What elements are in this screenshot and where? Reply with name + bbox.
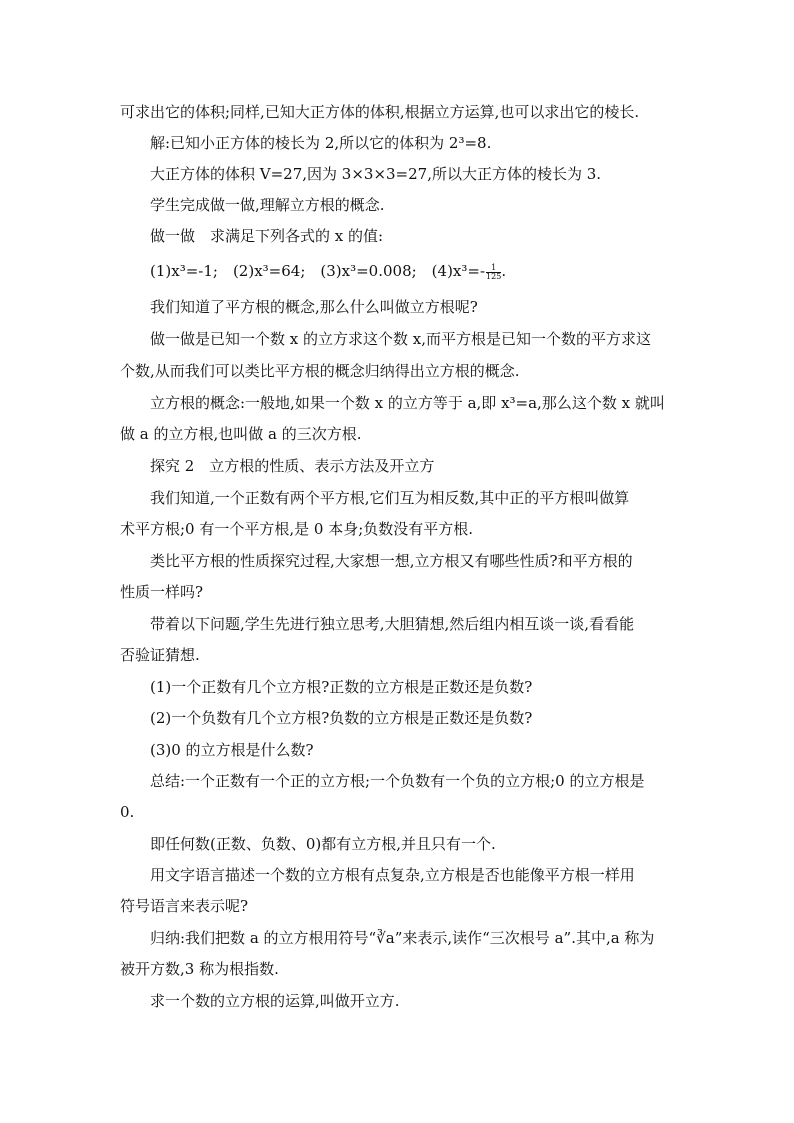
- equation-end: .: [501, 262, 507, 280]
- list-item: (2)一个负数有几个立方根?负数的立方根是正数还是负数?: [150, 709, 533, 727]
- paragraph-line: 求一个数的立方根的运算,叫做开立方.: [150, 992, 400, 1010]
- paragraph-line: 做 a 的立方根,也叫做 a 的三次方根.: [120, 425, 362, 443]
- paragraph-line: 归纳:我们把数 a 的立方根用符号“∛a”来表示,读作“三次根号 a”.其中,a 称为: [150, 929, 655, 947]
- paragraph-line: 类比平方根的性质探究过程,大家想一想,立方根又有哪些性质?和平方根的: [150, 552, 633, 570]
- paragraph-line: 做一做 求满足下列各式的 x 的值:: [150, 227, 384, 245]
- equation-text: (1)x³=-1; (2)x³=64; (3)x³=0.008; (4)x³=-: [150, 262, 486, 280]
- paragraph-line: 我们知道了平方根的概念,那么什么叫做立方根呢?: [150, 298, 478, 316]
- fraction: [486, 264, 501, 281]
- paragraph-line: 学生完成做一做,理解立方根的概念.: [150, 196, 385, 214]
- paragraph-line: 即任何数(正数、负数、0)都有立方根,并且只有一个.: [150, 835, 496, 853]
- paragraph-line: 我们知道,一个正数有两个平方根,它们互为相反数,其中正的平方根叫做算: [150, 489, 630, 507]
- paragraph-line: 符号语言来表示呢?: [120, 897, 249, 915]
- paragraph-line: 术平方根;0 有一个平方根,是 0 本身;负数没有平方根.: [120, 520, 474, 538]
- fraction-denominator: 125: [486, 271, 502, 281]
- paragraph-line: 立方根的概念:一般地,如果一个数 x 的立方等于 a,即 x³=a,那么这个数 x 就叫: [150, 394, 665, 412]
- list-item: (3)0 的立方根是什么数?: [150, 741, 314, 759]
- paragraph-line: 被开方数,3 称为根指数.: [120, 960, 279, 978]
- section-heading: 探究 2 立方根的性质、表示方法及开立方: [150, 457, 435, 475]
- paragraph-line: 做一做是已知一个数 x 的立方求这个数 x,而平方根是已知一个数的平方求这: [150, 330, 651, 348]
- list-item: (1)一个正数有几个立方根?正数的立方根是正数还是负数?: [150, 678, 533, 696]
- paragraph-line: 0.: [120, 803, 135, 821]
- paragraph-line: 用文字语言描述一个数的立方根有点复杂,立方根是否也能像平方根一样用: [150, 866, 635, 884]
- paragraph-line: 性质一样吗?: [120, 583, 204, 601]
- equation-line: [120, 258, 710, 285]
- paragraph-line: 总结:一个正数有一个正的立方根;一个负数有一个负的立方根;0 的立方根是: [150, 772, 645, 790]
- paragraph-line: 带着以下问题,学生先进行独立思考,大胆猜想,然后组内相互谈一谈,看看能: [150, 615, 635, 633]
- paragraph-line: 可求出它的体积;同样,已知大正方体的体积,根据立方运算,也可以求出它的棱长.: [120, 103, 640, 121]
- paragraph-line: 否验证猜想.: [120, 646, 200, 664]
- paragraph-line: 解:已知小正方体的棱长为 2,所以它的体积为 2³=8.: [150, 134, 492, 152]
- fraction-numerator: 1: [486, 264, 501, 273]
- paragraph-line: 大正方体的体积 V=27,因为 3×3×3=27,所以大正方体的棱长为 3.: [150, 165, 602, 183]
- paragraph-line: 个数,从而我们可以类比平方根的概念归纳得出立方根的概念.: [120, 362, 520, 380]
